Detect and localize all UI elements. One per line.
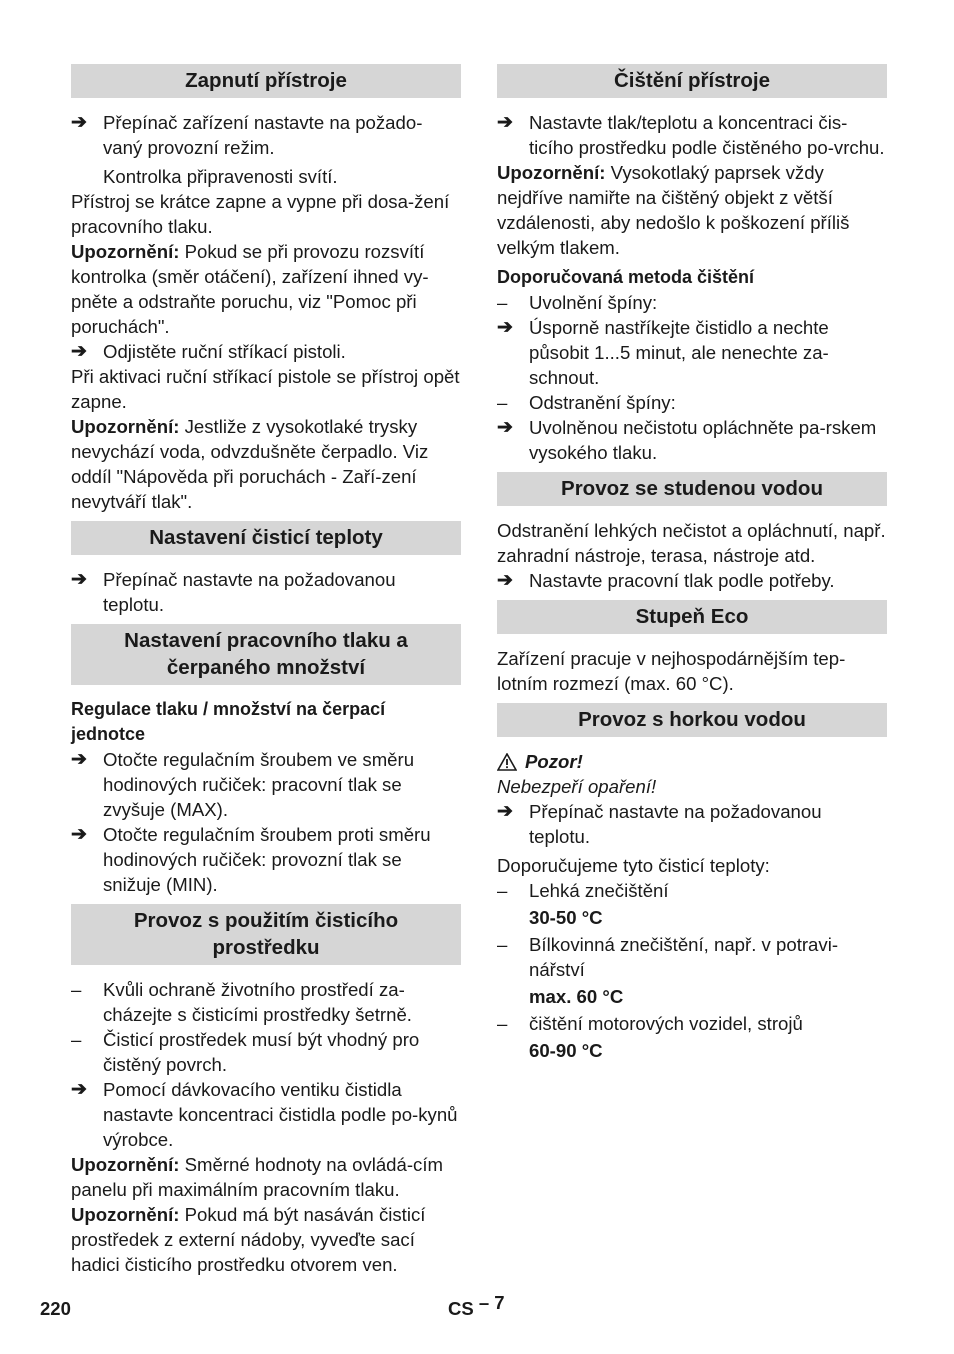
arrow-right-icon: ➔ <box>71 112 87 133</box>
temperature-value: max. 60 °C <box>529 986 624 1007</box>
arrow-right-icon: ➔ <box>497 112 513 133</box>
status-note: Kontrolka připravenosti svítí. <box>103 166 338 187</box>
note-paragraph: Upozornění: Pokud má být nasáván čisticí prostředek z externí nádoby, vyveďte sací hadici čisticího prostředku otvorem ven. <box>71 1204 426 1275</box>
dash-bullet: – <box>71 979 82 1000</box>
list-item: – Uvolnění špíny: <box>497 292 658 313</box>
dash-bullet: – <box>497 292 508 313</box>
warning-label: Pozor! <box>525 751 583 772</box>
list-item: – Lehká znečištění <box>497 880 669 901</box>
section-title-cisteni: Čištění přístroje <box>497 64 887 98</box>
instruction-item: ➔ Odjistěte ruční stříkací pistoli. <box>71 341 346 362</box>
arrow-right-icon: ➔ <box>71 824 87 845</box>
instruction-item: ➔ Přepínač nastavte na požadovanou teplotu. <box>497 801 822 847</box>
arrow-right-icon: ➔ <box>497 801 513 822</box>
instruction-item: ➔ Nastavte pracovní tlak podle potřeby. <box>497 570 835 591</box>
dash-bullet: – <box>497 934 508 955</box>
arrow-right-icon: ➔ <box>71 1079 87 1100</box>
dash-bullet: – <box>497 880 508 901</box>
section-title-zapnuti: Zapnutí přístroje <box>71 64 461 98</box>
instruction-item: ➔ Otočte regulačním šroubem ve směru hodinových ručiček: pracovní tlak se zvyšuje (MAX). <box>71 749 415 820</box>
warning-line <box>497 749 887 774</box>
section-title-eco: Stupeň Eco <box>497 600 887 634</box>
arrow-right-icon: ➔ <box>71 569 87 590</box>
instruction-item: ➔ Nastavte tlak/teplotu a koncentraci čis-ticího prostředku podle čistěného po-vrchu. <box>497 112 885 158</box>
paragraph: Odstranění lehkých nečistot a opláchnutí, např. zahradní nástroje, terasa, nástroje atd. <box>497 520 886 566</box>
instruction-item: ➔ Úsporně nastříkejte čistidlo a nechte působit 1...5 minut, ale nenechte za-schnout. <box>497 317 829 388</box>
right-column <box>497 64 887 1065</box>
section-title-teplota: Nastavení čisticí teploty <box>71 521 461 555</box>
list-item: – Odstranění špíny: <box>497 392 676 413</box>
arrow-right-icon: ➔ <box>497 417 513 438</box>
arrow-right-icon: ➔ <box>497 570 513 591</box>
note-paragraph: Upozornění: Pokud se při provozu rozsvítí kontrolka (směr otáčení), zařízení ihned vy-pněte a odstraňte poruchu, viz "Pomoc při poruchách". <box>71 241 429 337</box>
list-item: – Kvůli ochraně životního prostředí za-cházejte s čisticími prostředky šetrně. <box>71 979 412 1025</box>
danger-text: Nebezpeří opaření! <box>497 776 657 797</box>
note-paragraph: Upozornění: Jestliže z vysokotlaké trysky nevychází voda, odvzdušněte čerpadlo. Viz oddíl "Nápověda při poruchách - Zaří-zení nevytváří tlak". <box>71 416 429 512</box>
arrow-right-icon: ➔ <box>497 317 513 338</box>
note-paragraph: Upozornění: Vysokotlaký paprsek vždy nejdříve namiřte na čištěný objekt z větší vzdálenosti, aby nedošlo k poškození příliš velkým tlakem. <box>497 162 850 258</box>
language-page-label <box>448 1292 505 1321</box>
section-title-tlak: Nastavení pracovního tlaku a čerpaného množství <box>71 624 461 685</box>
instruction-item: ➔ Pomocí dávkovacího ventiku čistidla nastavte koncentraci čistidla podle po-kynů výrobce. <box>71 1079 458 1150</box>
subheading: Doporučovaná metoda čištění <box>497 267 755 287</box>
instruction-item: ➔ Otočte regulačním šroubem proti směru hodinových ručiček: provozní tlak se snižuje (MIN). <box>71 824 431 895</box>
language-page-number: – 7 <box>478 1292 505 1313</box>
instruction-item: ➔ Přepínač nastavte na požadovanou teplotu. <box>71 569 396 615</box>
temperature-value: 30-50 °C <box>529 907 603 928</box>
paragraph: Při aktivaci ruční stříkací pistole se přístroj opět zapne. <box>71 366 460 412</box>
warning-triangle-icon <box>497 753 517 771</box>
paragraph: Přístroj se krátce zapne a vypne při dosa-žení pracovního tlaku. <box>71 191 450 237</box>
list-item: – Bílkovinná znečištění, např. v potravi-nářství <box>497 934 839 980</box>
page-number: 220 <box>40 1298 71 1319</box>
arrow-right-icon: ➔ <box>71 341 87 362</box>
dash-bullet: – <box>497 1013 508 1034</box>
list-item: – Čisticí prostředek musí být vhodný pro čistěný povrch. <box>71 1029 420 1075</box>
note-paragraph: Upozornění: Směrné hodnoty na ovládá-cím panelu při maximálním pracovním tlaku. <box>71 1154 444 1200</box>
temperature-value: 60-90 °C <box>529 1040 603 1061</box>
section-title-cisticiprostredek: Provoz s použitím čisticího prostředku <box>71 904 461 965</box>
subheading: Regulace tlaku / množství na čerpací jednotce <box>71 699 386 744</box>
paragraph: Doporučujeme tyto čisticí teploty: <box>497 855 770 876</box>
paragraph: Zařízení pracuje v nejhospodárnějším tep-lotním rozmezí (max. 60 °C). <box>497 648 846 694</box>
section-title-horka-voda: Provoz s horkou vodou <box>497 703 887 737</box>
section-title-studena-voda: Provoz se studenou vodou <box>497 472 887 506</box>
left-column <box>71 64 461 1277</box>
arrow-right-icon: ➔ <box>71 749 87 770</box>
dash-bullet: – <box>497 392 508 413</box>
instruction-item: ➔ Uvolněnou nečistotu opláchněte pa-rskem vysokého tlaku. <box>497 417 877 463</box>
list-item: – čištění motorových vozidel, strojů <box>497 1013 803 1034</box>
dash-bullet: – <box>71 1029 82 1050</box>
instruction-item: ➔ Přepínač zařízení nastavte na požado-vaný provozní režim. <box>71 112 423 158</box>
language-code: CS <box>448 1298 474 1319</box>
